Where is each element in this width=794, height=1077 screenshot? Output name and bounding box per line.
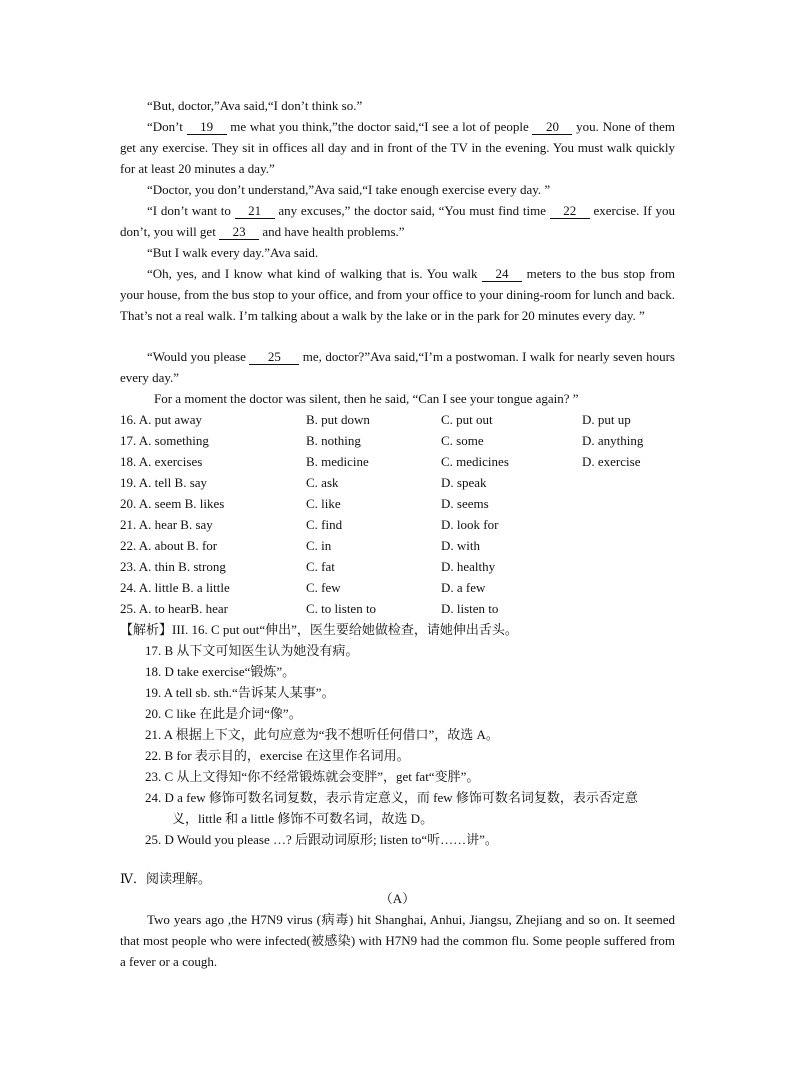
analysis-18: 18. D take exercise“锻炼”。 xyxy=(145,664,296,679)
option-22-ab: 22. A. about B. for xyxy=(120,538,218,553)
analysis-22: 22. B for 表示目的，exercise 在这里作名词用。 xyxy=(145,748,410,763)
options-row-21 xyxy=(120,514,680,535)
reading-paragraph-1: Two years ago ,the H7N9 virus (病毒) hit Shanghai, Anhui, Jiangsu, Zhejiang and so on. It seemed that most people who were infected(被感染) with H7N9 had the common flu. Some people suffered from a fever or a cough. xyxy=(120,912,675,969)
option-24-d: D. a few xyxy=(441,580,486,595)
option-16-a: 16. A. put away xyxy=(120,412,202,427)
passage-paragraph-2: “Don’t 19 me what you think,”the doctor said,“I see a lot of people 20 you. None of them get any exercise. They sit in offices all day and in front of the TV in the evening. You must walk quickly for at least 20 minutes a day.” xyxy=(120,119,675,176)
analysis-16: 【解析】III. 16. C put out“伸出”，医生要给她做检查，请她伸出舌头。 xyxy=(120,622,518,637)
option-16-c: C. put out xyxy=(441,412,493,427)
option-24-ab: 24. A. little B. a little xyxy=(120,580,230,595)
option-18-a: 18. A. exercises xyxy=(120,454,203,469)
analysis-19: 19. A tell sb. sth.“告诉某人某事”。 xyxy=(145,685,335,700)
options-row-25 xyxy=(120,598,680,619)
option-21-ab: 21. A. hear B. say xyxy=(120,517,213,532)
options-row-17 xyxy=(120,430,680,451)
option-19-c: C. ask xyxy=(306,475,339,490)
analysis-24-line-2: 义，little 和 a little 修饰不可数名词，故选 D。 xyxy=(172,811,434,826)
option-20-d: D. seems xyxy=(441,496,489,511)
blank-23: 23 xyxy=(219,224,259,240)
blank-25: 25 xyxy=(249,349,299,365)
reading-section-a: （A） xyxy=(379,891,416,906)
options-row-24 xyxy=(120,577,680,598)
option-16-b: B. put down xyxy=(306,412,370,427)
options-row-20 xyxy=(120,493,680,514)
option-17-c: C. some xyxy=(441,433,484,448)
option-19-d: D. speak xyxy=(441,475,487,490)
passage-line-5: “But I walk every day.”Ava said. xyxy=(147,245,319,260)
option-25-ab: 25. A. to hearB. hear xyxy=(120,601,228,616)
blank-21: 21 xyxy=(235,203,275,219)
blank-19: 19 xyxy=(187,119,227,135)
options-row-18 xyxy=(120,451,680,472)
options-row-22 xyxy=(120,535,680,556)
analysis-17: 17. B 从下文可知医生认为她没有病。 xyxy=(145,643,359,658)
reading-heading: Ⅳ．阅读理解。 xyxy=(120,871,211,886)
passage-line-3: “Doctor, you don’t understand,”Ava said,“I take enough exercise every day. ” xyxy=(147,182,551,197)
option-23-c: C. fat xyxy=(306,559,335,574)
options-row-19 xyxy=(120,472,680,493)
option-25-d: D. listen to xyxy=(441,601,499,616)
option-17-d: D. anything xyxy=(582,433,644,448)
passage-paragraph-4: “I don’t want to 21 any excuses,” the doctor said, “You must find time 22 exercise. If you don’t, you will get 23 and have health problems.” xyxy=(120,203,675,239)
option-22-c: C. in xyxy=(306,538,332,553)
option-18-c: C. medicines xyxy=(441,454,509,469)
passage-paragraph-7: “Would you please 25 me, doctor?”Ava said,“I’m a postwoman. I walk for nearly seven hours every day.” xyxy=(120,349,675,385)
option-22-d: D. with xyxy=(441,538,480,553)
option-19-ab: 19. A. tell B. say xyxy=(120,475,208,490)
passage-line-1: “But, doctor,”Ava said,“I don’t think so.” xyxy=(147,98,363,113)
option-17-a: 17. A. something xyxy=(120,433,209,448)
option-21-c: C. find xyxy=(306,517,343,532)
option-23-ab: 23. A. thin B. strong xyxy=(120,559,226,574)
options-row-23 xyxy=(120,556,680,577)
passage-line-8: For a moment the doctor was silent, then he said, “Can I see your tongue again? ” xyxy=(154,391,579,406)
blank-20: 20 xyxy=(532,119,572,135)
option-21-d: D. look for xyxy=(441,517,499,532)
option-25-c: C. to listen to xyxy=(306,601,377,616)
option-20-ab: 20. A. seem B. likes xyxy=(120,496,225,511)
option-24-c: C. few xyxy=(306,580,341,595)
option-20-c: C. like xyxy=(306,496,341,511)
passage-paragraph-6: “Oh, yes, and I know what kind of walking that is. You walk 24 meters to the bus stop from your house, from the bus stop to your office, and from your office to your dining-room for lunch and back. That’s not a real walk. I’m talking about a walk by the lake or in the park for 20 minutes every day. ” xyxy=(120,266,675,323)
blank-22: 22 xyxy=(550,203,590,219)
analysis-24-line-1: 24. D a few 修饰可数名词复数，表示肯定意义，而 few 修饰可数名词复数，表示否定意 xyxy=(145,790,638,805)
analysis-21: 21. A 根据上下文，此句应意为“我不想听任何借口”，故选 A。 xyxy=(145,727,499,742)
blank-24: 24 xyxy=(482,266,522,282)
options-row-16 xyxy=(120,409,680,430)
analysis-25: 25. D Would you please …? 后跟动词原形; listen to“听……讲”。 xyxy=(145,832,498,847)
option-17-b: B. nothing xyxy=(306,433,361,448)
option-18-d: D. exercise xyxy=(582,454,641,469)
analysis-20: 20. C like 在此是介词“像”。 xyxy=(145,706,302,721)
option-18-b: B. medicine xyxy=(306,454,369,469)
option-16-d: D. put up xyxy=(582,412,631,427)
option-23-d: D. healthy xyxy=(441,559,496,574)
analysis-23: 23. C 从上文得知“你不经常锻炼就会变胖”，get fat“变胖”。 xyxy=(145,769,480,784)
